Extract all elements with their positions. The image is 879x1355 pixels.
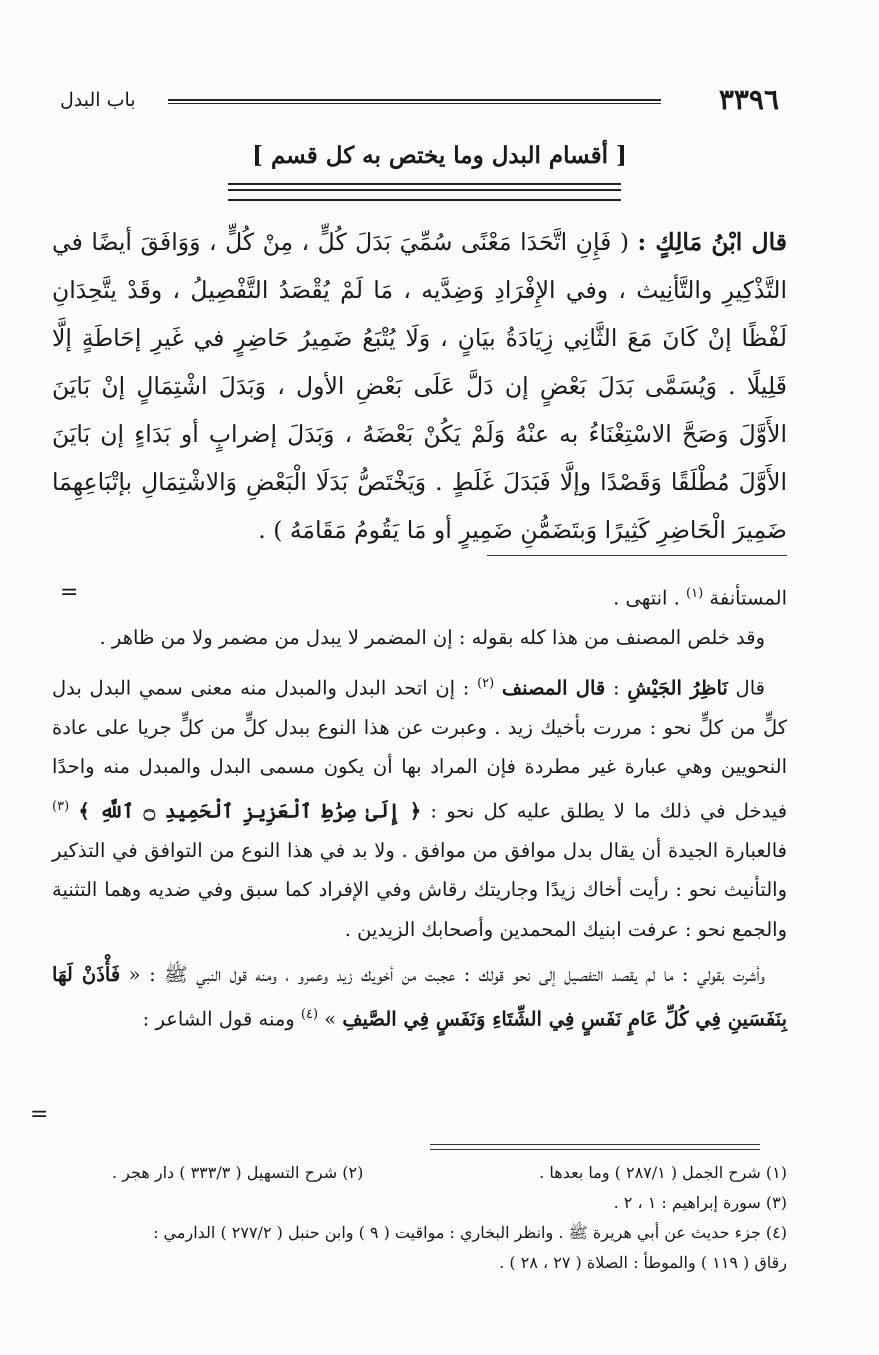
bold-phrase: ﴿ إِلَىٰ صِرَٰطِ ٱلْعَزِيزِ ٱلْحَمِيدِ ۝ ٱللَّهِ ﴾ xyxy=(78,799,422,822)
text-run xyxy=(69,799,78,822)
text-run: وأشرت بقولي : ما لم يقصد التفصيل إلى نحو قولك : عجبت من أخويك زيد وعمرو ، ومنه قول النبي ﷺ : « xyxy=(120,963,765,986)
commentary-paragraph xyxy=(52,955,787,1039)
footnote-ref: (٢) xyxy=(477,675,495,691)
running-header xyxy=(60,83,779,119)
bold-phrase: فَأْذَنْ لَهَا بِنَفَسَينِ فِي كُلِّ عَامٍ نَفَسٍ فِي الشِّتَاءِ وَنَفَسٍ فِي الصَّيفِ xyxy=(52,963,787,1030)
verse-separator xyxy=(487,555,787,556)
text-run xyxy=(494,676,502,699)
continuation-mark: = xyxy=(60,580,79,605)
text-run: . انتهى . xyxy=(613,586,687,610)
footnote-4-continued: رقاق ( ١١٩ ) والموطأ : الصلاة ( ٢٧ ، ٢٨ ) . xyxy=(499,1253,787,1272)
bold-phrase: نَاظِرُ الجَيْشِ xyxy=(627,676,728,699)
header-rule xyxy=(168,99,661,104)
text-run: فالعبارة الجيدة أن يقال بدل موافق من موافق . ولا بد في هذا النوع من التوافق في التذكير والتأنيث نحو : رأيت أخاك زيدًا وجاريتك رقاش وفي الإفراد كما سبق وفي ضديه وهما التثنية والجمع نحو : عرفت ابنيك المحمدين وأصحابك الزيدين . xyxy=(52,838,787,941)
text-run: المستأنفة xyxy=(703,586,787,610)
verse-text xyxy=(52,218,787,554)
text-run: قال xyxy=(727,676,765,699)
commentary-paragraph xyxy=(52,574,787,618)
footnote-3: (٣) سورة إبراهيم : ١ ، ٢ . xyxy=(613,1193,787,1212)
commentary xyxy=(52,574,787,1039)
title-rules xyxy=(228,183,621,201)
text-run: ومنه قول الشاعر : xyxy=(142,1007,301,1030)
footnote-2: (٢) شرح التسهيل ( ٣٣٣/٣ ) دار هجر . xyxy=(112,1163,364,1182)
footnotes xyxy=(52,1158,787,1278)
section-name: باب البدل xyxy=(60,89,136,111)
commentary-paragraph xyxy=(52,664,787,950)
footnote-4: (٤) جزء حديث عن أبي هريرة ﷺ . وانظر البخاري : مواقيت ( ٩ ) وابن حنبل ( ٢٧٧/٢ ) الدارمي : xyxy=(153,1223,787,1242)
footnote-ref: (١) xyxy=(686,586,704,601)
text-run: وقد خلص المصنف من هذا كله بقوله : إن المضمر لا يبدل من مضمر ولا من ظاهر . xyxy=(99,626,765,649)
verse-intro: قال ابْنُ مَالِكٍ : xyxy=(637,228,787,256)
text-run: : إن اتحد البدل والمبدل منه معنى سمي البدل بدل كلٍّ من كلٍّ نحو : مررت بأخيك زيد . وعبرت عن هذا النوع ببدل كلٍّ من كلٍّ جريا على عادة النحويين وهي عبارة غير مطردة فإن المراد بها أن يكون مسمى البدل والمبدل منه واحدًا فيدخل في ذلك ما لا يطلق عليه كل نحو : xyxy=(52,676,788,822)
bold-phrase: قال المصنف xyxy=(501,676,606,699)
footnote-ref: (٣) xyxy=(52,798,70,814)
footnote-ref: (٤) xyxy=(300,1006,319,1022)
chapter-title: [ أقسام البدل وما يختص به كل قسم ] xyxy=(252,142,627,169)
footnote-separator xyxy=(430,1144,760,1150)
commentary-paragraph xyxy=(52,618,787,658)
continuation-mark: = xyxy=(30,1102,49,1127)
text-run: » xyxy=(318,1007,343,1030)
verse-body: ( فَإِنِ اتَّحَدَا مَعْنًى سُمِّيَ بَدَلَ كُلٍّ ، مِنْ كُلٍّ ، وَوَافَقَ أيضًا في التَّذْكِيرِ والتَّأنِيث ، وفي الإِفْرَادِ وَضِدَّيه ، مَا لَمْ يُقْصَدُ التَّفْصِيلُ ، وقَدْ يتَّحِدَانِ لَفْظًا إنْ كَانَ مَعَ الثَّانِي زِيَادَةُ بيَانٍ ، وَلَا يُتْبَعُ ضَمِيرُ حَاضِرٍ في غَيرِ إحَاطَةٍ إلَّا قَلِيلًا . وَيُسَمَّى بَدَلَ بَعْضٍ إن دَلَّ عَلَى بَعْضِ الأول ، وَبَدَلَ اشْتِمَالٍ إنْ بَايَنَ الأَوَّلَ وَصَحَّ الاسْتِغْنَاءُ به عنْهُ وَلَمْ يَكُنْ بَعْضَهُ ، وَبَدَلَ إضرابٍ أو بَدَاءٍ إن بَايَنَ الأَوَّلَ مُطْلَقًا وَقَصْدًا وإلَّا فَبَدَلَ غَلَطٍ . وَيَخْتَصُّ بَدَلَا الْبَعْضِ وَالاشْتِمَالِ بإتْبَاعِهِمَا ضَمِيرَ الْحَاضِرِ كَثِيرًا وَبتَضَمُّنِ ضَمِيرٍ أو مَا يَقُومُ مَقَامَهُ ) . xyxy=(52,228,787,544)
footnote-1: (١) شرح الجمل ( ٢٨٧/١ ) وما بعدها . xyxy=(539,1163,787,1182)
text-run: : xyxy=(605,676,628,699)
page-number: ٣٣٩٦ xyxy=(718,83,779,116)
